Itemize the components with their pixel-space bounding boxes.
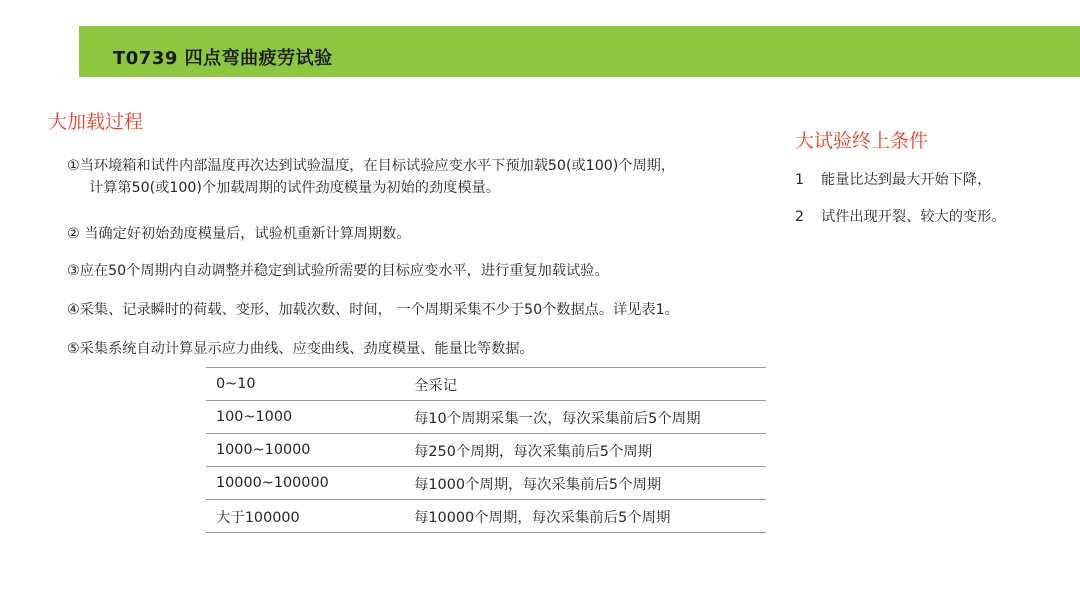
- termination-item-number: 1: [795, 172, 805, 188]
- step-1-line-2: 计算第50(或100)个加载周期的试件劲度模量为初始的劲度模量。: [89, 180, 500, 196]
- termination-item-2: [795, 206, 1005, 226]
- sampling-rule-cell: 每250个周期，每次采集前后5个周期: [404, 434, 766, 467]
- step-5: ⑤采集系统自动计算显示应力曲线、应变曲线、劲度模量、能量比等数据。: [67, 341, 534, 357]
- table-row: [206, 467, 766, 500]
- termination-item-text: 试件出现开裂、较大的变形。: [821, 209, 1006, 225]
- termination-item-number: 2: [795, 209, 805, 225]
- step-1-line-1: ①当环境箱和试件内部温度再次达到试验温度，在目标试验应变水平下预加载50(或100)个周期，: [67, 158, 676, 174]
- table-row: [206, 500, 766, 533]
- step-3: ③应在50个周期内自动调整并稳定到试验所需要的目标应变水平，进行重复加载试验。: [67, 263, 609, 279]
- termination-item-1: [795, 169, 991, 189]
- loading-process-heading: 大加载过程: [48, 111, 144, 133]
- step-1: [67, 155, 675, 199]
- cycle-range-cell: 1000~10000: [206, 434, 404, 467]
- slide-title: T0739 四点弯曲疲劳试验: [113, 48, 333, 69]
- step-2: ② 当确定好初始劲度模量后，试验机重新计算周期数。: [67, 226, 411, 242]
- step-4: ④采集、记录瞬时的荷载、变形、加载次数、时间， 一个周期采集不少于50个数据点。详见表1。: [67, 302, 679, 318]
- termination-item-text: 能量比达到最大开始下降，: [821, 172, 992, 188]
- sampling-rule-cell: 每10000个周期，每次采集前后5个周期: [404, 500, 766, 533]
- sampling-table: [206, 367, 766, 533]
- cycle-range-cell: 100~1000: [206, 401, 404, 434]
- cycle-range-cell: 10000~100000: [206, 467, 404, 500]
- table-row: [206, 434, 766, 467]
- table-row: [206, 368, 766, 401]
- sampling-rule-cell: 每10个周期采集一次，每次采集前后5个周期: [404, 401, 766, 434]
- sampling-rule-cell: 全采记: [404, 368, 766, 401]
- sampling-rule-cell: 每1000个周期，每次采集前后5个周期: [404, 467, 766, 500]
- cycle-range-cell: 0~10: [206, 368, 404, 401]
- termination-heading: 大试验终上条件: [795, 130, 929, 152]
- cycle-range-cell: 大于100000: [206, 500, 404, 533]
- table-row: [206, 401, 766, 434]
